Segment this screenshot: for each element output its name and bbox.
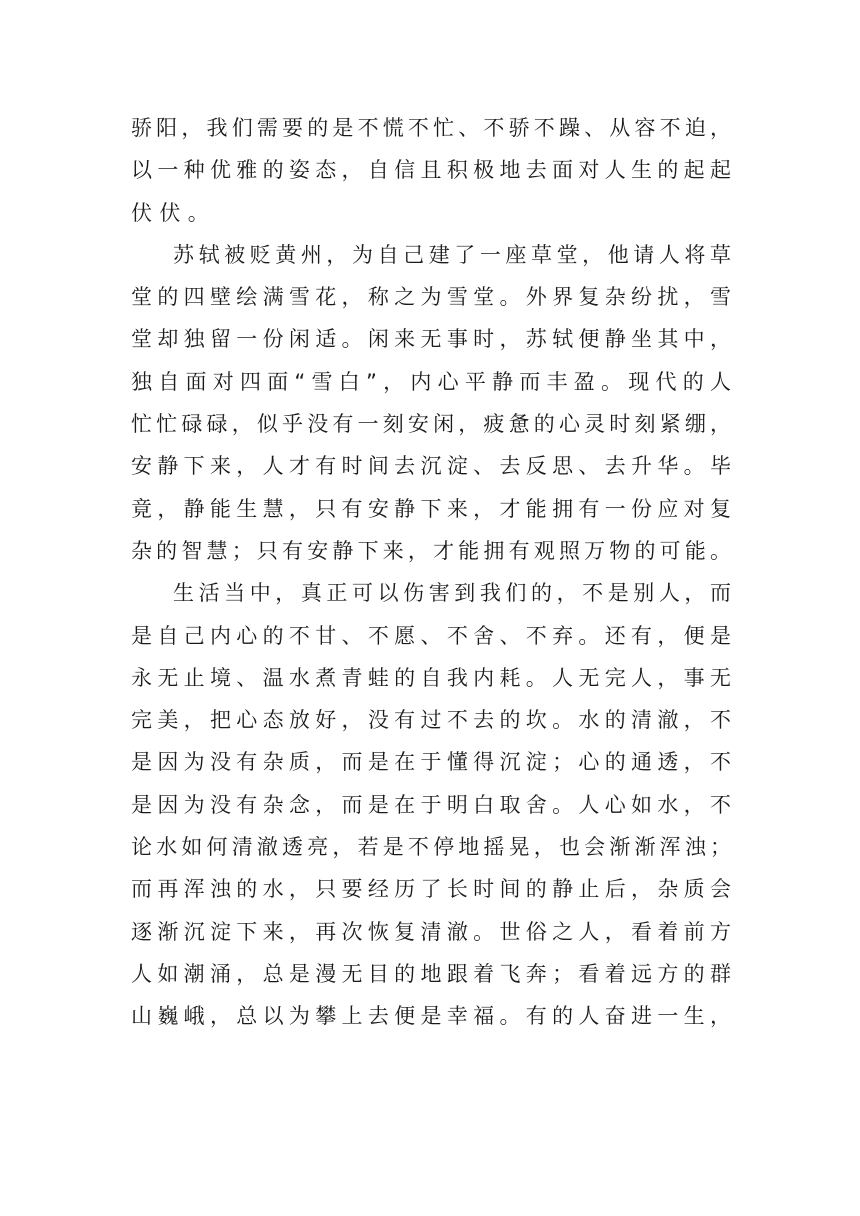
text-line: 是因为没有杂念，而是在于明白取舍。人心如水，不 xyxy=(131,792,731,817)
text-line: 伏伏。 xyxy=(131,200,217,225)
text-line: 生活当中，真正可以伤害到我们的，不是别人，而 xyxy=(173,581,731,606)
text-line: 苏轼被贬黄州，为自己建了一座草堂，他请人将草 xyxy=(173,242,731,267)
text-line: 杂的智慧；只有安静下来，才能拥有观照万物的可能。 xyxy=(131,538,731,563)
text-line: 堂却独留一份闲适。闲来无事时，苏轼便静坐其中， xyxy=(131,327,731,352)
text-line: 是自己内心的不甘、不愿、不舍、不弃。还有，便是 xyxy=(131,623,731,648)
document-body xyxy=(131,107,731,1038)
text-line: 竟，静能生慧，只有安静下来，才能拥有一份应对复 xyxy=(131,496,731,521)
text-line: 忙忙碌碌，似乎没有一刻安闲，疲惫的心灵时刻紧绷， xyxy=(131,412,731,437)
text-line: 论水如何清澈透亮，若是不停地摇晃，也会渐渐浑浊； xyxy=(131,835,731,860)
text-line: 安静下来，人才有时间去沉淀、去反思、去升华。毕 xyxy=(131,454,731,479)
text-line: 堂的四壁绘满雪花，称之为雪堂。外界复杂纷扰，雪 xyxy=(131,285,731,310)
text-line: 逐渐沉淀下来，再次恢复清澈。世俗之人，看着前方 xyxy=(131,919,731,944)
text-line: 骄阳，我们需要的是不慌不忙、不骄不躁、从容不迫， xyxy=(131,116,731,140)
text-line: 独自面对四面“雪白”，内心平静而丰盈。现代的人 xyxy=(131,369,731,394)
text-line: 完美，把心态放好，没有过不去的坎。水的清澈，不 xyxy=(131,708,731,733)
text-line: 以一种优雅的姿态，自信且积极地去面对人生的起起 xyxy=(131,158,731,183)
text-line: 人如潮涌，总是漫无目的地跟着飞奔；看着远方的群 xyxy=(131,961,731,986)
paragraph-2 xyxy=(131,234,731,572)
paragraph-3 xyxy=(131,572,731,1037)
text-line: 而再浑浊的水，只要经历了长时间的静止后，杂质会 xyxy=(131,877,731,902)
text-line: 永无止境、温水煮青蛙的自我内耗。人无完人，事无 xyxy=(131,665,731,690)
text-line: 是因为没有杂质，而是在于懂得沉淀；心的通透，不 xyxy=(131,750,731,775)
paragraph-1 xyxy=(131,107,731,234)
text-line: 山巍峨，总以为攀上去便是幸福。有的人奋进一生， xyxy=(131,1004,731,1029)
